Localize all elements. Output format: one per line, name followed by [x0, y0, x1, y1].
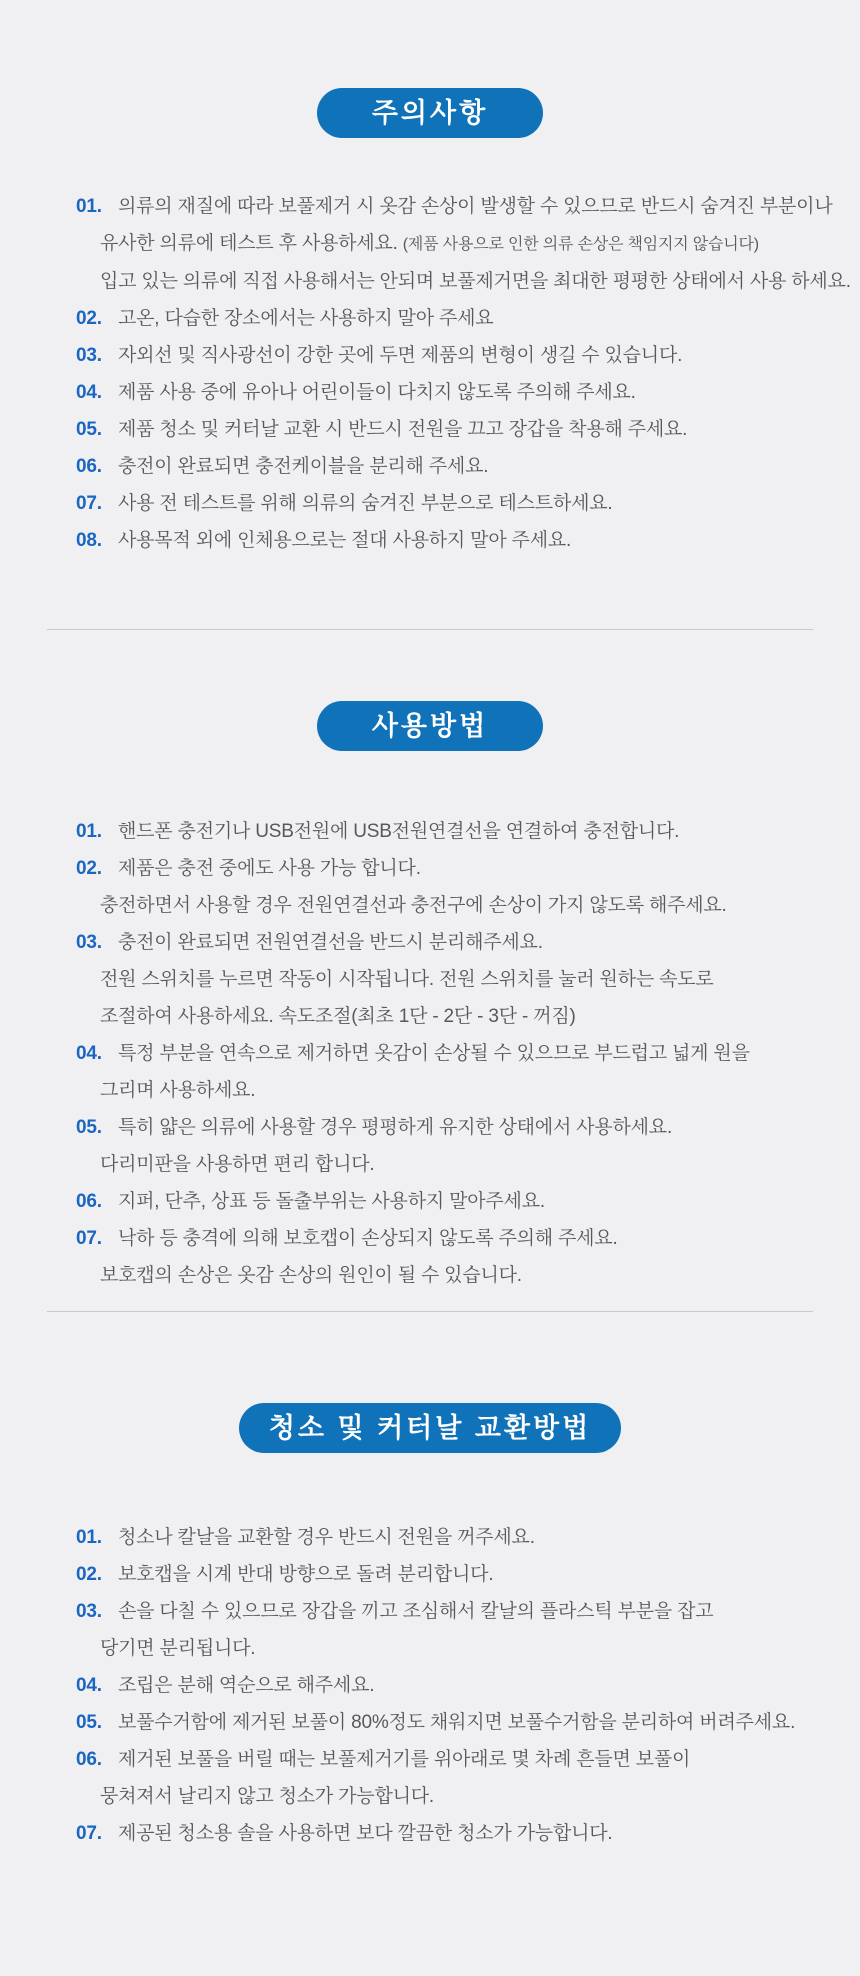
item-text: 전원 스위치를 누르면 작동이 시작됩니다. 전원 스위치를 눌러 원하는 속도로: [100, 969, 714, 990]
section-cleaning: [0, 1403, 860, 1852]
item-text: 사용목적 외에 인체용으로는 절대 사용하지 말아 주세요.: [118, 530, 572, 551]
item-number: 07.: [76, 1228, 102, 1249]
item-text: 제품 사용 중에 유아나 어린이들이 다치지 않도록 주의해 주세요.: [118, 382, 636, 403]
instruction-item-continuation: [76, 887, 820, 924]
item-text: 청소나 칼날을 교환할 경우 반드시 전원을 꺼주세요.: [118, 1527, 535, 1548]
item-text: 고온, 다습한 장소에서는 사용하지 말아 주세요: [118, 308, 494, 329]
instruction-item: [76, 1741, 820, 1778]
item-text: 뭉쳐져서 날리지 않고 청소가 가능합니다.: [100, 1786, 435, 1807]
instruction-item: [76, 374, 820, 411]
instruction-item: [76, 1220, 820, 1257]
item-text: 보풀수거함에 제거된 보풀이 80%정도 채워지면 보풀수거함을 분리하여 버려주세요.: [118, 1712, 796, 1733]
instruction-item: [76, 337, 820, 374]
item-text: 사용 전 테스트를 위해 의류의 숨겨진 부분으로 테스트하세요.: [118, 493, 613, 514]
item-text: 낙하 등 충격에 의해 보호캡이 손상되지 않도록 주의해 주세요.: [118, 1228, 618, 1249]
item-text: 조절하여 사용하세요. 속도조절(최초 1단 - 2단 - 3단 - 꺼짐): [100, 1006, 576, 1027]
item-text: 조립은 분해 역순으로 해주세요.: [118, 1675, 375, 1696]
item-text: 제공된 청소용 솔을 사용하면 보다 깔끔한 청소가 가능합니다.: [118, 1823, 613, 1844]
item-text: 특히 얇은 의류에 사용할 경우 평평하게 유지한 상태에서 사용하세요.: [118, 1117, 673, 1138]
instruction-item: [76, 1183, 820, 1220]
section-title-badge-cleaning: 청소 및 커터날 교환방법: [239, 1403, 621, 1453]
item-number: 05.: [76, 1117, 102, 1138]
item-note-text: (제품 사용으로 인한 의류 손상은 책임지지 않습니다): [402, 236, 759, 253]
instruction-item-continuation: [76, 961, 820, 998]
instruction-item: [76, 924, 820, 961]
item-number: 02.: [76, 1564, 102, 1585]
item-text: 입고 있는 의류에 직접 사용해서는 안되며 보풀제거면을 최대한 평평한 상태에서 사용 하세요.: [100, 271, 851, 292]
instruction-item: [76, 411, 820, 448]
cautions-list: [76, 188, 851, 559]
instruction-item: [76, 1704, 820, 1741]
item-number: 07.: [76, 1823, 102, 1844]
item-number: 03.: [76, 932, 102, 953]
section-divider: [47, 1311, 813, 1312]
item-text: 충전이 완료되면 충전케이블을 분리해 주세요.: [118, 456, 489, 477]
item-text: 유사한 의류에 테스트 후 사용하세요.: [100, 233, 403, 254]
item-text: 충전이 완료되면 전원연결선을 반드시 분리해주세요.: [118, 932, 543, 953]
instruction-item: [76, 522, 820, 559]
instruction-item-continuation: [76, 998, 820, 1035]
instruction-item-continuation: [76, 1072, 820, 1109]
item-number: 05.: [76, 419, 102, 440]
instruction-item: [76, 1815, 820, 1852]
item-text: 손을 다칠 수 있으므로 장갑을 끼고 조심해서 칼날의 플라스틱 부분을 잡고: [118, 1601, 714, 1622]
section-title-badge-cautions: 주의사항: [317, 88, 543, 138]
item-text: 당기면 분리됩니다.: [100, 1638, 256, 1659]
instruction-item: [76, 188, 833, 225]
item-number: 03.: [76, 1601, 102, 1622]
item-text: 제품은 충전 중에도 사용 가능 합니다.: [118, 858, 421, 879]
item-text: 지퍼, 단추, 상표 등 돌출부위는 사용하지 말아주세요.: [118, 1191, 545, 1212]
instruction-item: [76, 1519, 820, 1556]
item-number: 04.: [76, 1043, 102, 1064]
item-number: 04.: [76, 382, 102, 403]
usage-list: [76, 813, 820, 1294]
instruction-item: [76, 1667, 820, 1704]
item-text: 그리며 사용하세요.: [100, 1080, 256, 1101]
item-text: 자외선 및 직사광선이 강한 곳에 두면 제품의 변형이 생길 수 있습니다.: [118, 345, 683, 366]
item-text: 제거된 보풀을 버릴 때는 보풀제거기를 위아래로 몇 차례 흔들면 보풀이: [118, 1749, 691, 1770]
instruction-item: [76, 1593, 820, 1630]
item-number: 04.: [76, 1675, 102, 1696]
instruction-item: [76, 300, 820, 337]
instruction-item: [76, 1109, 820, 1146]
item-number: 01.: [76, 1527, 102, 1548]
section-divider: [47, 629, 813, 630]
instruction-item-continuation: [76, 1257, 820, 1294]
instruction-item-continuation: [76, 1630, 820, 1667]
section-title-badge-usage: 사용방법: [317, 701, 543, 751]
instruction-item: [76, 485, 820, 522]
item-number: 07.: [76, 493, 102, 514]
item-text: 핸드폰 충전기나 USB전원에 USB전원연결선을 연결하여 충전합니다.: [118, 821, 680, 842]
item-text: 제품 청소 및 커터날 교환 시 반드시 전원을 끄고 장갑을 착용해 주세요.: [118, 419, 688, 440]
item-text: 보호캡의 손상은 옷감 손상의 원인이 될 수 있습니다.: [100, 1265, 522, 1286]
item-number: 05.: [76, 1712, 102, 1733]
item-number: 01.: [76, 196, 102, 217]
item-number: 06.: [76, 1191, 102, 1212]
item-number: 01.: [76, 821, 102, 842]
section-cautions: [0, 88, 860, 559]
instruction-item-continuation: [76, 225, 820, 263]
item-text: 보호캡을 시계 반대 방향으로 돌려 분리합니다.: [118, 1564, 494, 1585]
item-number: 02.: [76, 308, 102, 329]
item-text: 특정 부분을 연속으로 제거하면 옷감이 손상될 수 있으므로 부드럽고 넓게 원을: [118, 1043, 750, 1064]
item-number: 06.: [76, 456, 102, 477]
instruction-item: [76, 813, 820, 850]
instruction-item: [76, 448, 820, 485]
item-text: 의류의 재질에 따라 보풀제거 시 옷감 손상이 발생할 수 있으므로 반드시 숨겨진 부분이나: [118, 196, 833, 217]
item-text: 충전하면서 사용할 경우 전원연결선과 충전구에 손상이 가지 않도록 해주세요.: [100, 895, 727, 916]
instruction-item-continuation: [76, 263, 851, 300]
instruction-item: [76, 850, 820, 887]
section-usage: [0, 701, 860, 1294]
item-number: 02.: [76, 858, 102, 879]
item-number: 03.: [76, 345, 102, 366]
item-number: 08.: [76, 530, 102, 551]
cleaning-list: [76, 1519, 820, 1852]
instruction-item-continuation: [76, 1778, 820, 1815]
instruction-item-continuation: [76, 1146, 820, 1183]
instruction-item: [76, 1556, 820, 1593]
instruction-item: [76, 1035, 820, 1072]
item-text: 다리미판을 사용하면 편리 합니다.: [100, 1154, 375, 1175]
item-number: 06.: [76, 1749, 102, 1770]
